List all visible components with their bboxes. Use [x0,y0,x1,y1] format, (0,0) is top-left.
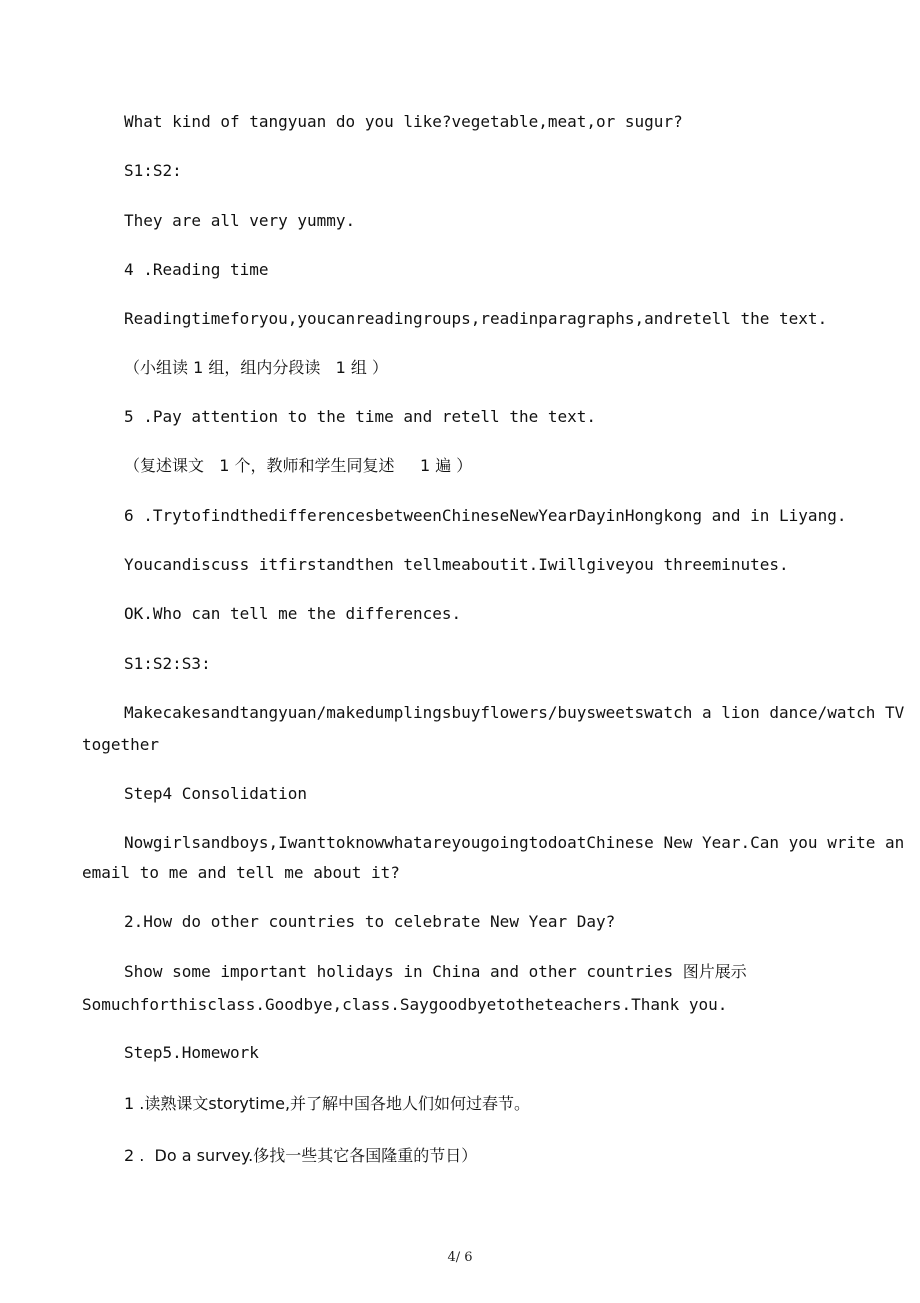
text-line-email: email to me and tell me about it? [82,863,400,882]
text-line-together: together [82,735,160,754]
text-line-reading-time-instructions: Readingtimeforyou,youcanreadingroups,readinparagraphs,andretell the text. [124,309,828,328]
text-line-homework-2: 2 . Do a survey.侈找一些其它各国隆重的节日） [124,1146,478,1165]
text-line-step4-heading: Step4 Consolidation [124,784,308,803]
text-line-find-differences: 6 .TrytofindthedifferencesbetweenChineseNewYearDayinHongkong and in Liyang. [124,506,847,525]
page-number: 4/ 6 [447,1250,473,1265]
text-line-who-can-tell: OK.Who can tell me the differences. [124,604,462,623]
text-line-yummy: They are all very yummy. [124,211,356,230]
text-line-group-reading-note: （小组读 1 组，组内分段读 1 组 ） [124,358,388,377]
text-line-reading-time-heading: 4 .Reading time [124,260,269,279]
text-line-other-countries: 2.How do other countries to celebrate New Year Day? [124,912,616,931]
text-line-tangyuan-question: What kind of tangyuan do you like?vegetable,meat,or sugur? [124,112,683,131]
text-line-discuss: Youcandiscuss itfirstandthen tellmeaboutit.Iwillgiveyou threeminutes. [124,555,789,574]
text-line-homework-1: 1 .读熟课文storytime,并了解中国各地人们如何过春节。 [124,1094,531,1113]
text-line-retell-note: （复述课文 1 个，教师和学生同复述 1 遍 ） [124,456,473,475]
text-line-activities: Makecakesandtangyuan/makedumplingsbuyflowers/buysweetswatch a lion dance/watch TV [124,703,905,722]
text-line-step5-heading: Step5.Homework [124,1043,259,1062]
text-line-now-girls-and-boys: Nowgirlsandboys,IwanttoknowwhatareyougoingtodoatChinese New Year.Can you write an [124,833,905,852]
text-line-s1-s2-s3: S1:S2:S3: [124,654,211,673]
text-line-pay-attention: 5 .Pay attention to the time and retell the text. [124,407,597,426]
text-line-goodbye: Somuchforthisclass.Goodbye,class.Saygoodbyetotheteachers.Thank you. [82,995,728,1014]
text-line-show-holidays: Show some important holidays in China and other countries 图片展示 [124,962,747,981]
text-line-s1-s2: S1:S2: [124,161,182,180]
